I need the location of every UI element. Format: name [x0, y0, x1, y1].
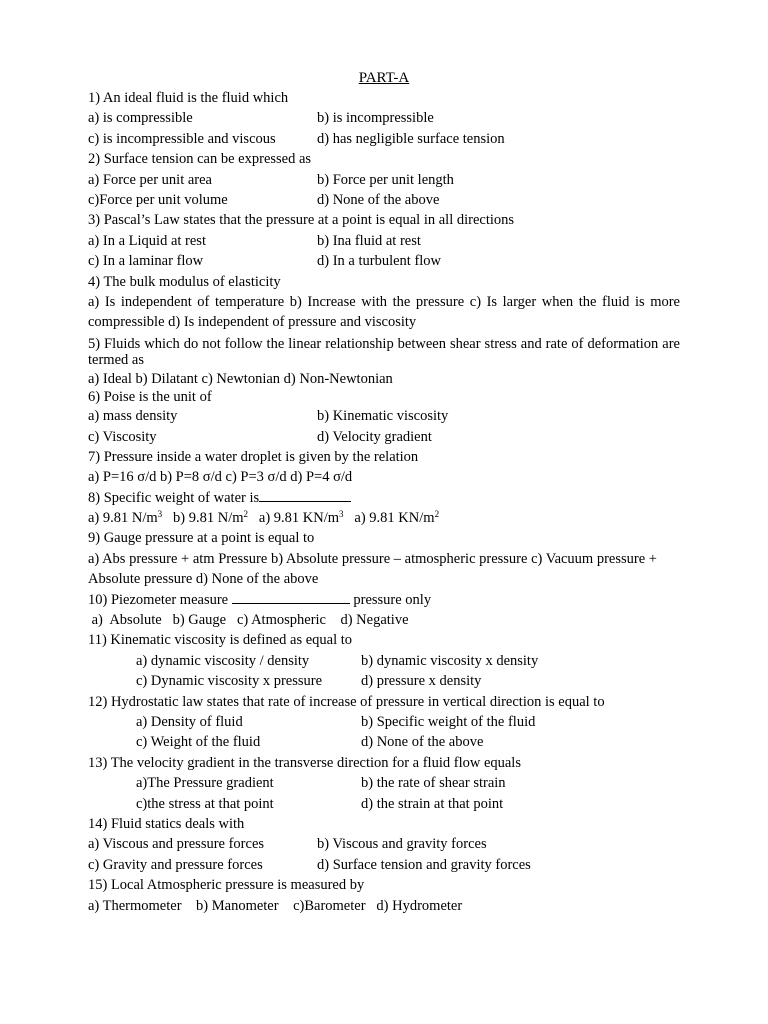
options-row: [88, 251, 680, 271]
question-6: 6) Poise is the unit of: [88, 389, 212, 406]
option-b: b) Specific weight of the fluid: [361, 714, 536, 730]
options-row: [88, 108, 680, 128]
options-row: [88, 406, 680, 426]
options-row: [88, 129, 680, 149]
option-b: b) Ina fluid at rest: [317, 232, 421, 249]
option-b: b) is incompressible: [317, 110, 434, 127]
answer-blank: [259, 488, 351, 502]
option-d: d) None of the above: [361, 734, 484, 751]
options-row: [88, 651, 680, 671]
option-c: c) is incompressible and viscous: [88, 130, 276, 147]
options-row: [88, 732, 680, 752]
option-d: d) In a turbulent flow: [317, 253, 442, 270]
options-paragraph: a) Is independent of temperature b) Increase with the pressure c) Is larger when the fluid is more compressible d) Is independent of pressure and viscosity: [88, 293, 680, 331]
options-row: [88, 170, 680, 190]
options-row: [88, 834, 680, 854]
options-row: [88, 773, 680, 793]
option-d: d) Surface tension and gravity forces: [317, 856, 531, 873]
option-c: c)Force per unit volume: [88, 191, 228, 208]
options-row: [88, 190, 680, 210]
option-d: d) Velocity gradient: [317, 428, 432, 445]
option-a: a) In a Liquid at rest: [88, 232, 206, 249]
option-c: c) In a laminar flow: [88, 253, 204, 270]
option-a: a) Viscous and pressure forces: [88, 836, 265, 853]
options-row: [88, 855, 680, 875]
option-a: a) dynamic viscosity / density: [136, 652, 310, 669]
question-12: 12) Hydrostatic law states that rate of increase of pressure in vertical direction is equal to: [88, 693, 605, 710]
option-b: b) Force per unit length: [317, 171, 454, 188]
question-2: 2) Surface tension can be expressed as: [88, 151, 312, 168]
option-d: d) has negligible surface tension: [317, 130, 505, 147]
option-a: a) Force per unit area: [88, 171, 212, 188]
question-9: 9) Gauge pressure at a point is equal to: [88, 530, 315, 547]
option-b: b) Viscous and gravity forces: [317, 836, 487, 853]
options-row: [88, 794, 680, 814]
question-7: 7) Pressure inside a water droplet is given by the relation: [88, 448, 419, 465]
option-a: a) mass density: [88, 408, 178, 425]
options-row: [88, 671, 680, 691]
options-paragraph: a) Abs pressure + atm Pressure b) Absolute pressure – atmospheric pressure c) Vacuum pressure + Absolute pressure d) None of the above: [88, 550, 657, 588]
question-15: 15) Local Atmospheric pressure is measured by: [88, 877, 365, 894]
option-a: a)The Pressure gradient: [136, 775, 274, 792]
options-row: [88, 427, 680, 447]
option-b: b) Kinematic viscosity: [317, 408, 449, 425]
option-c: a) 9.81 $KN/m^3$: [258, 509, 344, 527]
option-b: b) the rate of shear strain: [361, 775, 506, 792]
question-5: 5) Fluids which do not follow the linear relationship between shear stress and rate of deformation are termed as: [88, 335, 680, 368]
options-row: [88, 508, 680, 528]
question-11: 11) Kinematic viscosity is defined as equal to: [88, 632, 353, 649]
option-d: d) pressure x density: [361, 673, 482, 690]
option-a: a) Density of fluid: [136, 714, 243, 730]
option-c: c) Weight of the fluid: [136, 734, 261, 751]
option-d: d) the strain at that point: [361, 795, 504, 812]
question-3: 3) Pascal’s Law states that the pressure at a point is equal in all directions: [88, 212, 515, 229]
question-14: 14) Fluid statics deals with: [88, 815, 245, 832]
question-10: 10) Piezometer measure pressure only: [88, 591, 432, 608]
question-list: [88, 88, 680, 916]
options-row: a) Ideal b) Dilatant c) Newtonian d) Non-Newtonian: [88, 370, 393, 387]
question-1: 1) An ideal fluid is the fluid which: [88, 90, 289, 106]
option-a: a) 9.81 $N/m^3$: [88, 509, 163, 527]
page-title: PART-A: [358, 70, 410, 86]
options-row: a) Absolute b) Gauge c) Atmospheric d) Negative: [88, 612, 409, 629]
option-d: d) None of the above: [317, 191, 440, 208]
option-c: c) Dynamic viscosity x pressure: [136, 673, 323, 690]
options-row: [88, 231, 680, 251]
options-row: a) P=16 σ/d b) P=8 σ/d c) P=3 σ/d d) P=4 σ/d: [88, 469, 353, 486]
option-d: a) 9.81 $KN/m^2$: [354, 509, 440, 527]
question-8: 8) Specific weight of water is: [88, 488, 680, 508]
options-row: a) Thermometer b) Manometer c)Barometer d) Hydrometer: [88, 897, 463, 914]
options-row: [88, 712, 680, 732]
option-c: c) Viscosity: [88, 428, 157, 445]
option-b: b) 9.81 $N/m^2$: [173, 509, 249, 527]
question-13: 13) The velocity gradient in the transverse direction for a fluid flow equals: [88, 754, 521, 771]
question-4: 4) The bulk modulus of elasticity: [88, 273, 281, 290]
option-b: b) dynamic viscosity x density: [361, 652, 539, 669]
answer-blank: [232, 590, 350, 604]
option-c: c)the stress at that point: [136, 795, 274, 812]
option-c: c) Gravity and pressure forces: [88, 856, 263, 873]
option-a: a) is compressible: [88, 110, 193, 127]
